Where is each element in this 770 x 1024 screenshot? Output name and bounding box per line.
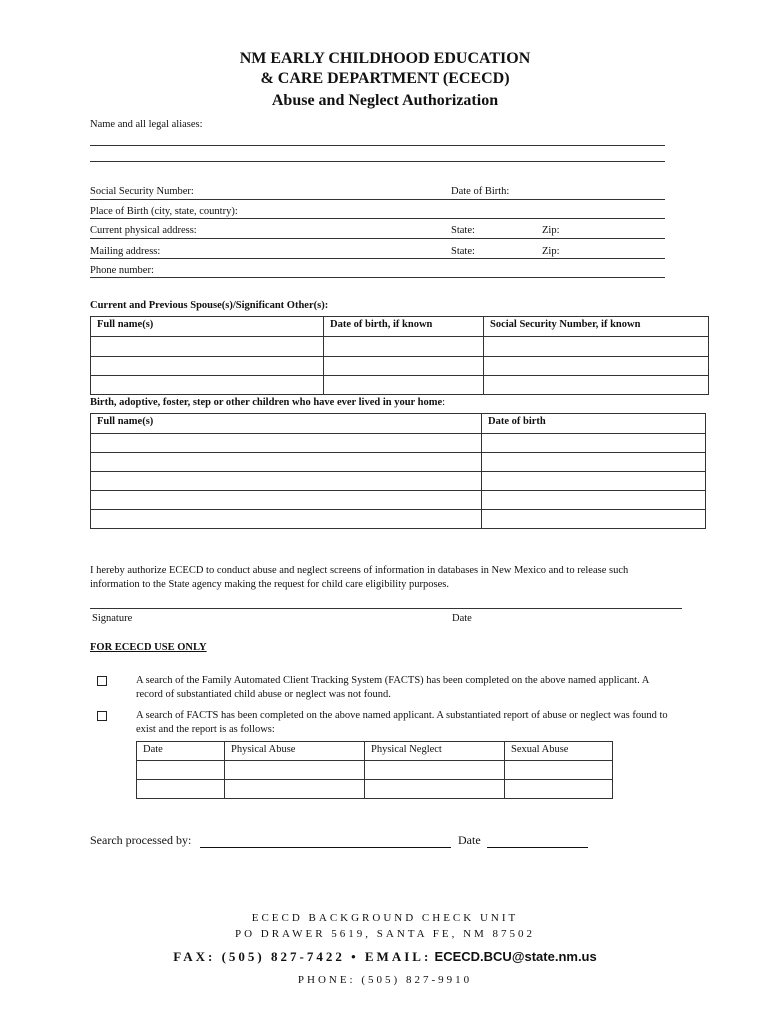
form-title-line1: NM EARLY CHILDHOOD EDUCATION (239, 50, 531, 67)
findings-col-physical-abuse: Physical Abuse (225, 742, 365, 761)
mailing-address-line[interactable] (90, 258, 665, 259)
spouses-heading: Current and Previous Spouse(s)/Significant Other(s): (90, 300, 329, 311)
spouses-col-name: Full name(s) (91, 317, 324, 337)
footer-fax: FAX: (505) 827-7422 • EMAIL: (173, 949, 432, 964)
dob-label: Date of Birth: (451, 186, 510, 197)
form-title-line2: & CARE DEPARTMENT (ECECD) (260, 70, 510, 87)
physical-state-label: State: (451, 225, 475, 236)
footer-unit: ECECD BACKGROUND CHECK UNIT (251, 912, 519, 924)
table-row (137, 761, 613, 780)
physical-address-label: Current physical address: (90, 225, 197, 236)
physical-address-line[interactable] (90, 238, 665, 239)
findings-col-date: Date (137, 742, 225, 761)
footer-contact (0, 949, 770, 965)
table-row (91, 434, 706, 453)
office-use-heading: FOR ECECD USE ONLY (90, 642, 207, 653)
spouses-col-dob: Date of birth, if known (324, 317, 484, 337)
pob-label: Place of Birth (city, state, country): (90, 206, 238, 217)
not-found-text: A search of the Family Automated Client Tracking System (FACTS) has been completed on the above named applicant. A record of substantiated child abuse or neglect was not found. (136, 675, 649, 700)
children-heading-suffix: : (442, 397, 446, 408)
processed-date-label: Date (458, 833, 481, 847)
pob-line[interactable] (90, 218, 665, 219)
signature-line[interactable] (90, 608, 682, 609)
mailing-address-label: Mailing address: (90, 246, 161, 257)
signature-label: Signature (92, 613, 133, 624)
found-text: A search of FACTS has been completed on the above named applicant. A substantiated report of abuse or neglect was found to exist and the report is as follows: (136, 710, 668, 735)
table-row (91, 337, 709, 357)
footer-phone: PHONE: (505) 827-9910 (297, 974, 473, 986)
children-col-dob: Date of birth (482, 414, 706, 434)
footer-address: PO DRAWER 5619, SANTA FE, NM 87502 (234, 928, 536, 940)
children-table (90, 413, 706, 529)
name-line-2[interactable] (90, 161, 665, 162)
form-title: Abuse and Neglect Authorization (271, 92, 499, 109)
table-row (91, 453, 706, 472)
table-row (91, 510, 706, 529)
findings-table (136, 741, 613, 799)
phone-line[interactable] (90, 277, 665, 278)
signature-date-label: Date (452, 613, 472, 624)
table-row (91, 357, 709, 376)
children-heading-wrap (90, 397, 445, 408)
spouses-col-ssn: Social Security Number, if known (484, 317, 709, 337)
authorization-text: I hereby authorize ECECD to conduct abuse and neglect screens of information in databases in New Mexico and to release such information to the State agency making the request for child care eligibility purposes. (90, 565, 629, 590)
name-line-1[interactable] (90, 145, 665, 146)
table-row (137, 780, 613, 799)
not-found-checkbox[interactable] (97, 676, 107, 686)
table-row (91, 491, 706, 510)
found-checkbox[interactable] (97, 711, 107, 721)
physical-zip-label: Zip: (542, 225, 560, 236)
mailing-zip-label: Zip: (542, 246, 560, 257)
phone-label: Phone number: (90, 265, 154, 276)
table-row (91, 472, 706, 491)
findings-col-sexual-abuse: Sexual Abuse (505, 742, 613, 761)
ssn-dob-line[interactable] (90, 199, 665, 200)
name-label: Name and all legal aliases: (90, 119, 203, 130)
processed-by-label: Search processed by: (90, 833, 192, 847)
children-heading: Birth, adoptive, foster, step or other children who have ever lived in your home (90, 397, 443, 408)
findings-col-physical-neglect: Physical Neglect (365, 742, 505, 761)
table-row (91, 376, 709, 395)
processed-date-line[interactable] (487, 847, 588, 848)
footer-email[interactable]: ECECD.BCU@state.nm.us (434, 949, 597, 964)
mailing-state-label: State: (451, 246, 475, 257)
processed-by-line[interactable] (200, 847, 451, 848)
ssn-label: Social Security Number: (90, 186, 194, 197)
children-col-name: Full name(s) (91, 414, 482, 434)
spouses-table (90, 316, 709, 395)
